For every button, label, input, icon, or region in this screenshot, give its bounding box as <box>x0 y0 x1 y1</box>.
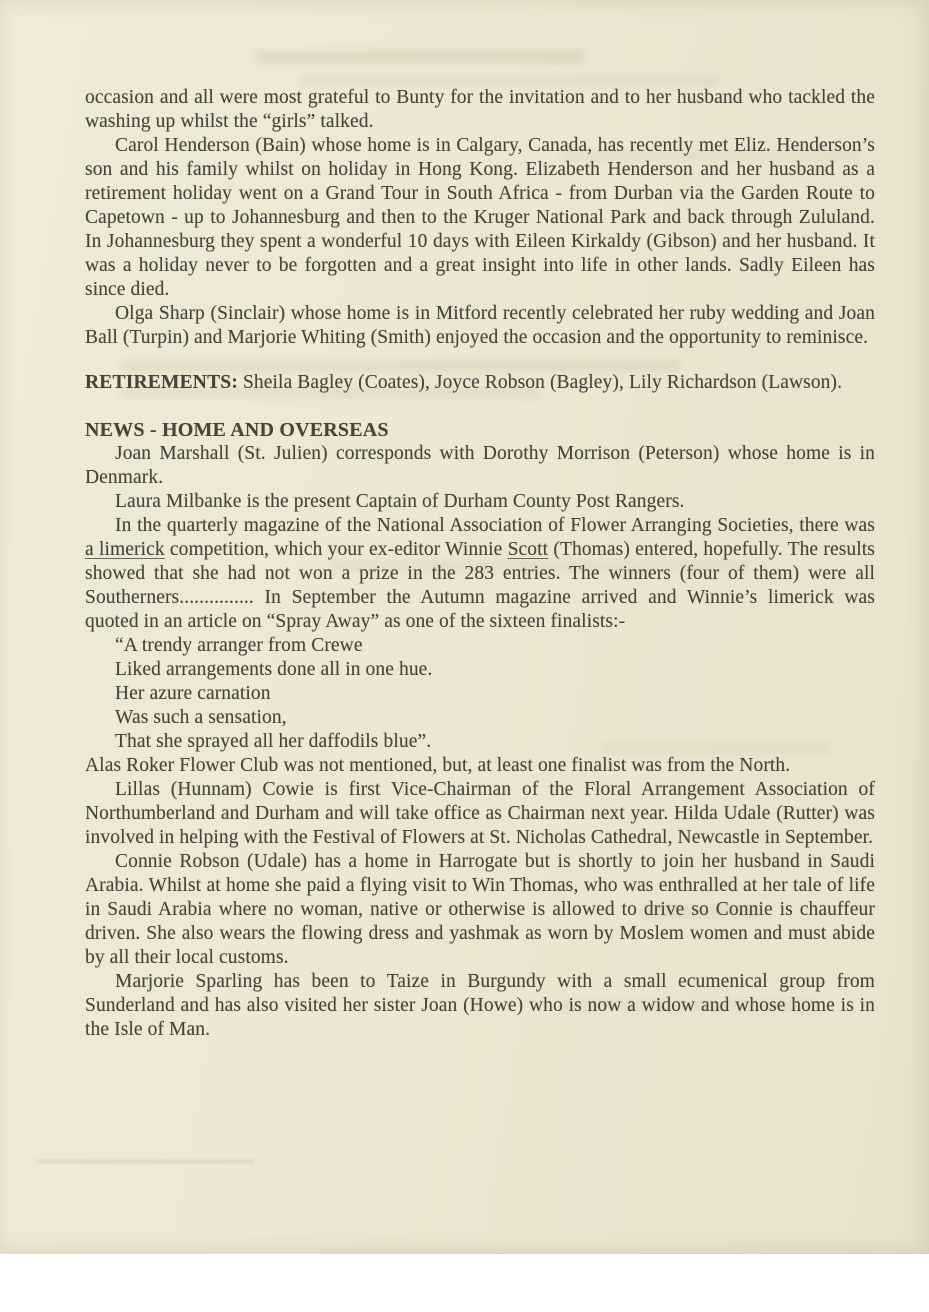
paragraph-carol-henderson: Carol Henderson (Bain) whose home is in Calgary, Canada, has recently met Eliz. Henderson’s son and his family whilst on holiday in Hong Kong. Elizabeth Henderson and her husband as a retirement holiday went on a Grand Tour in South Africa - from Durban via the Garden Route to Capetown - up to Johannesburg and then to the Kruger National Park and back through Zululand. In Johannesburg they spent a wonderful 10 days with Eileen Kirkaldy (Gibson) and her husband. It was a holiday never to be forgotten and a great insight into life in other lands. Sadly Eileen has since died. <box>85 135 875 300</box>
paragraph-laura-milbanke: Laura Milbanke is the present Captain of Durham County Post Rangers. <box>115 491 685 512</box>
limerick-poem <box>85 634 875 754</box>
underlined-scott: Scott <box>507 539 549 560</box>
paragraph-olga-sharp: Olga Sharp (Sinclair) whose home is in Mitford recently celebrated her ruby wedding and Joan Ball (Turpin) and Marjorie Whiting (Smith) enjoyed the occasion and the opportunity to reminisce. <box>85 303 875 348</box>
bleed-through-smudge <box>35 1159 255 1164</box>
poem-line-1: “A trendy arranger from Crewe <box>115 635 363 656</box>
news-home-overseas-heading: NEWS - HOME AND OVERSEAS <box>85 419 389 441</box>
poem-line-3: Her azure carnation <box>115 683 271 704</box>
poem-line-5: That she sprayed all her daffodils blue”. <box>115 731 432 752</box>
paragraph-occasion: occasion and all were most grateful to Bunty for the invitation and to her husband who tackled the washing up whilst the “girls” talked. <box>85 87 875 132</box>
underlined-a-limerick: a limerick <box>85 539 165 560</box>
paragraph-alas-roker: Alas Roker Flower Club was not mentioned, but, at least one finalist was from the North. <box>85 755 791 776</box>
poem-line-2: Liked arrangements done all in one hue. <box>115 659 433 680</box>
retirements-names: Sheila Bagley (Coates), Joyce Robson (Bagley), Lily Richardson (Lawson). <box>238 372 843 393</box>
bleed-through-smudge <box>255 50 585 63</box>
retirements-label: RETIREMENTS: <box>85 372 239 393</box>
poem-line-4: Was such a sensation, <box>115 707 287 728</box>
limerick-text-segment: competition, which your ex-editor Winnie <box>164 539 508 560</box>
paragraph-marjorie-sparling: Marjorie Sparling has been to Taize in Burgundy with a small ecumenical group from Sunderland and has also visited her sister Joan (Howe) who is now a widow and whose home is in the Isle of Man. <box>85 971 875 1040</box>
limerick-text-segment: In the quarterly magazine of the National Association of Flower Arranging Societies, there was <box>115 515 875 536</box>
paragraph-connie-robson: Connie Robson (Udale) has a home in Harrogate but is shortly to join her husband in Saudi Arabia. Whilst at home she paid a flying visit to Win Thomas, who was enthralled at her tale of life in Saudi Arabia where no woman, native or otherwise is allowed to drive so Connie is chauffeur driven. She also wears the flowing dress and yashmak as worn by Moslem women and must abide by all their local customs. <box>85 851 875 968</box>
paragraph-limerick-competition <box>85 514 875 634</box>
limerick-text-segment: (Thomas) entered, hopefully. The results showed that she had not won a prize in the 283 entries. The winners (four of them) were all Southerners............... In September the Autumn magazine arrived and Winnie’s limerick was quoted in an article on “Spray Away” as one of the sixteen finalists:- <box>85 539 875 632</box>
page-content <box>85 86 875 1042</box>
paragraph-joan-marshall: Joan Marshall (St. Julien) corresponds with Dorothy Morrison (Peterson) whose home is in Denmark. <box>85 443 875 488</box>
paragraph-lillas-cowie: Lillas (Hunnam) Cowie is first Vice-Chairman of the Floral Arrangement Association of Northumberland and Durham and will take office as Chairman next year. Hilda Udale (Rutter) was involved in helping with the Festival of Flowers at St. Nicholas Cathedral, Newcastle in September. <box>85 779 875 848</box>
retirements-section <box>85 371 875 395</box>
